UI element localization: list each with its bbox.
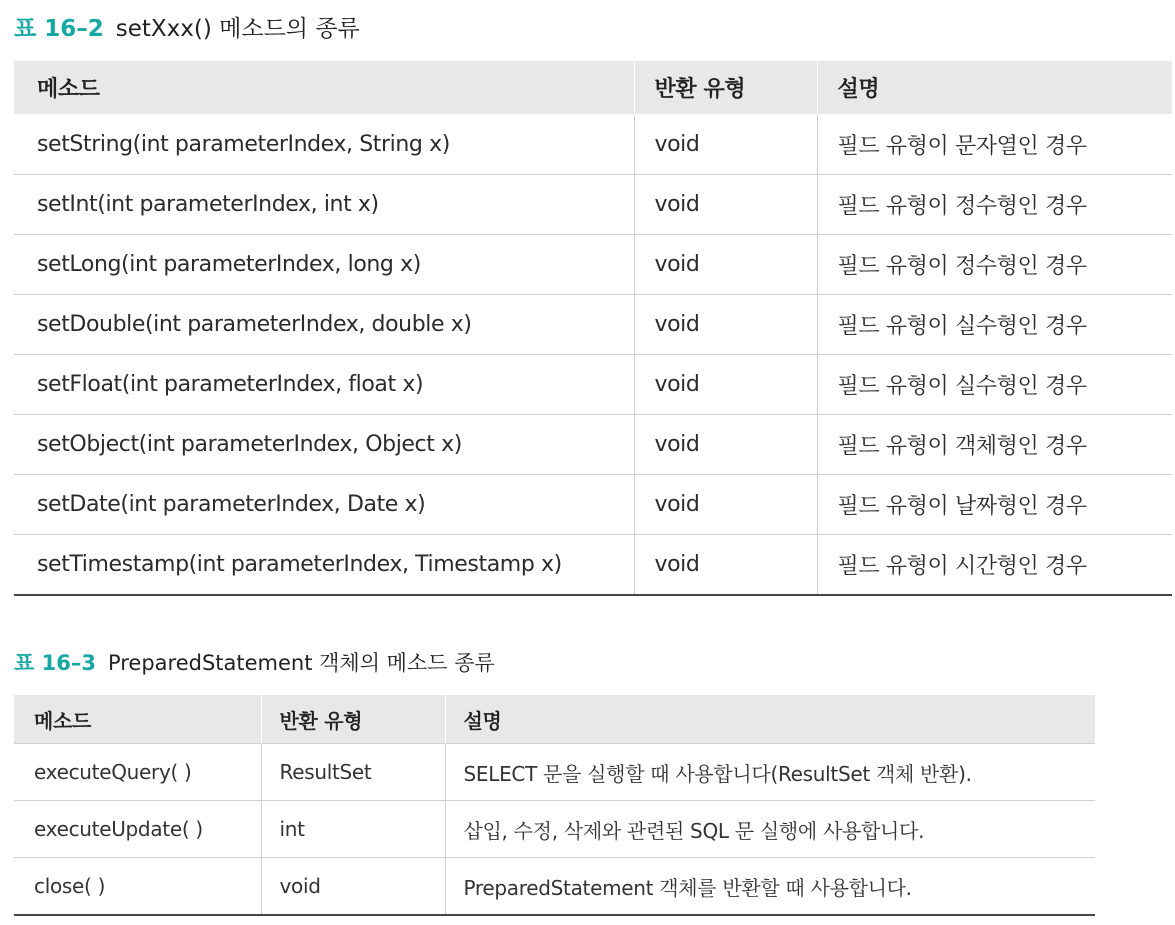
- table-row: [14, 115, 1172, 175]
- table-header-row: [14, 61, 1172, 115]
- return-type-cell: void: [634, 115, 817, 175]
- table-row: [14, 858, 1095, 916]
- method-cell: executeQuery( ): [14, 744, 261, 801]
- header-method: 메소드: [14, 695, 261, 744]
- header-method: 메소드: [14, 61, 634, 115]
- method-cell: setTimestamp(int parameterIndex, Timestamp x): [14, 535, 634, 596]
- header-return-type: 반환 유형: [261, 695, 445, 744]
- header-description: 설명: [817, 61, 1172, 115]
- table-16-3-caption-text: PreparedStatement 객체의 메소드 종류: [107, 651, 495, 675]
- description-cell: 필드 유형이 시간형인 경우: [817, 535, 1172, 596]
- description-cell: 필드 유형이 실수형인 경우: [817, 355, 1172, 415]
- table-row: [14, 415, 1172, 475]
- description-cell: 필드 유형이 정수형인 경우: [817, 235, 1172, 295]
- header-description: 설명: [445, 695, 1095, 744]
- method-cell: setFloat(int parameterIndex, float x): [14, 355, 634, 415]
- return-type-cell: void: [634, 175, 817, 235]
- method-cell: setString(int parameterIndex, String x): [14, 115, 634, 175]
- description-cell: PreparedStatement 객체를 반환할 때 사용합니다.: [445, 858, 1095, 916]
- table-16-2-caption: [14, 10, 360, 43]
- table-row: [14, 175, 1172, 235]
- return-type-cell: void: [634, 535, 817, 596]
- return-type-cell: void: [261, 858, 445, 916]
- return-type-cell: void: [634, 235, 817, 295]
- table-16-3-caption-label: 표 16–3: [14, 651, 96, 675]
- table-row: [14, 355, 1172, 415]
- method-cell: setInt(int parameterIndex, int x): [14, 175, 634, 235]
- method-cell: setLong(int parameterIndex, long x): [14, 235, 634, 295]
- header-return-type: 반환 유형: [634, 61, 817, 115]
- method-cell: setDate(int parameterIndex, Date x): [14, 475, 634, 535]
- description-cell: 삽입, 수정, 삭제와 관련된 SQL 문 실행에 사용합니다.: [445, 801, 1095, 858]
- table-header-row: [14, 695, 1095, 744]
- table-row: [14, 744, 1095, 801]
- return-type-cell: void: [634, 415, 817, 475]
- table-16-2-caption-label: 표 16–2: [14, 16, 104, 42]
- method-cell: close( ): [14, 858, 261, 916]
- description-cell: SELECT 문을 실행할 때 사용합니다(ResultSet 객체 반환).: [445, 744, 1095, 801]
- table-row: [14, 801, 1095, 858]
- description-cell: 필드 유형이 실수형인 경우: [817, 295, 1172, 355]
- description-cell: 필드 유형이 날짜형인 경우: [817, 475, 1172, 535]
- return-type-cell: void: [634, 355, 817, 415]
- method-cell: executeUpdate( ): [14, 801, 261, 858]
- table-row: [14, 235, 1172, 295]
- return-type-cell: void: [634, 295, 817, 355]
- table-16-3-caption: [14, 647, 495, 677]
- table-row: [14, 295, 1172, 355]
- return-type-cell: ResultSet: [261, 744, 445, 801]
- method-cell: setDouble(int parameterIndex, double x): [14, 295, 634, 355]
- return-type-cell: int: [261, 801, 445, 858]
- table-row: [14, 535, 1172, 596]
- setxxx-methods-table: [14, 61, 1172, 596]
- preparedstatement-methods-table: [14, 695, 1095, 916]
- description-cell: 필드 유형이 정수형인 경우: [817, 175, 1172, 235]
- table-16-2-caption-text: setXxx() 메소드의 종류: [115, 16, 360, 42]
- description-cell: 필드 유형이 문자열인 경우: [817, 115, 1172, 175]
- description-cell: 필드 유형이 객체형인 경우: [817, 415, 1172, 475]
- return-type-cell: void: [634, 475, 817, 535]
- table-row: [14, 475, 1172, 535]
- method-cell: setObject(int parameterIndex, Object x): [14, 415, 634, 475]
